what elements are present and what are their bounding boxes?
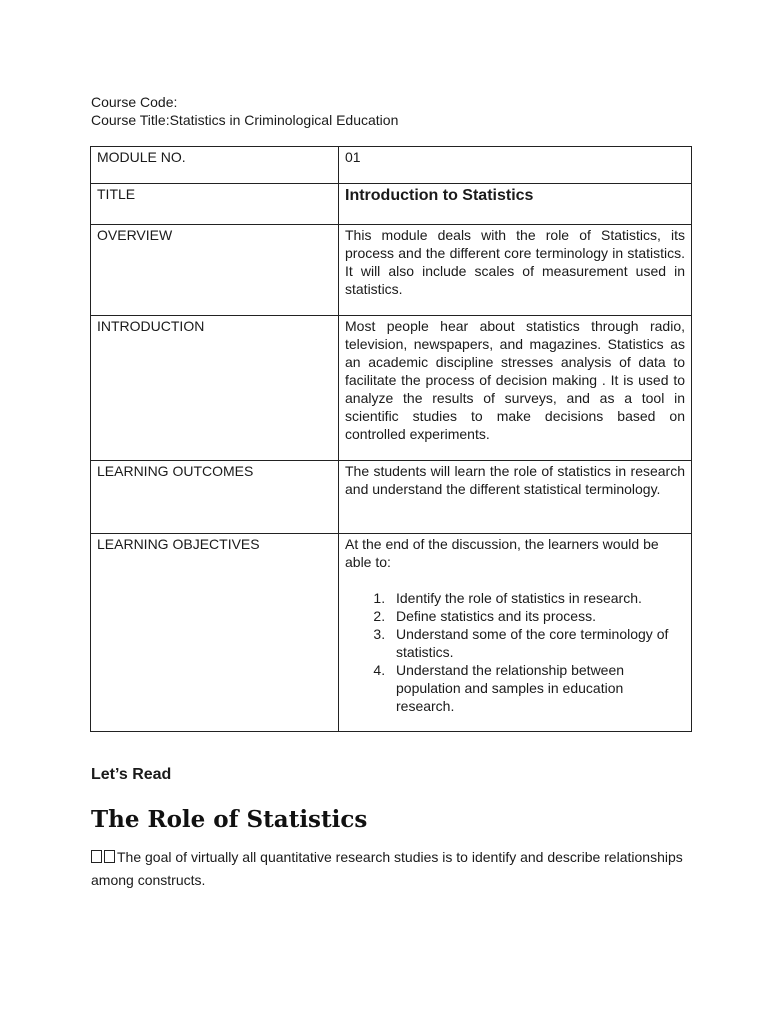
learning-objectives-list xyxy=(345,589,685,715)
overview-label: OVERVIEW xyxy=(91,225,339,316)
introduction-value: Most people hear about statistics through radio, television, newspapers, and magazines. Statistics as an academic discipline stresses analysis of data to facilitate the process of decision making . It is used to analyze the results of surveys, and as a tool in scientific studies to make decisions based on controlled experiments. xyxy=(339,316,692,461)
table-row-module-no xyxy=(91,147,692,184)
overview-value: This module deals with the role of Statistics, its process and the different core terminology in statistics. It will also include scales of measurement used in statistics. xyxy=(339,225,692,316)
paragraph-text: The goal of virtually all quantitative research studies is to identify and describe relationships among constructs. xyxy=(91,849,683,888)
module-no-value: 01 xyxy=(339,147,692,184)
learning-outcomes-label: LEARNING OUTCOMES xyxy=(91,461,339,534)
table-row-introduction xyxy=(91,316,692,461)
introduction-label: INTRODUCTION xyxy=(91,316,339,461)
list-item: 2. Define statistics and its process. xyxy=(389,607,685,625)
learning-objectives-intro: At the end of the discussion, the learners would be able to: xyxy=(345,536,659,570)
title-label: TITLE xyxy=(91,184,339,225)
list-item: 4. Understand the relationship between population and samples in education research. xyxy=(389,661,685,715)
module-table xyxy=(90,146,692,732)
table-row-learning-outcomes xyxy=(91,461,692,534)
section-heading: The Role of Statistics xyxy=(91,806,368,833)
learning-objectives-cell xyxy=(339,534,692,732)
table-row-learning-objectives xyxy=(91,534,692,732)
course-title xyxy=(91,112,398,130)
list-item: 3. Understand some of the core terminology of statistics. xyxy=(389,625,685,661)
section-paragraph xyxy=(91,846,691,891)
learning-outcomes-value: The students will learn the role of statistics in research and understand the different statistical terminology. xyxy=(339,461,692,534)
course-code xyxy=(91,94,398,112)
module-no-label: MODULE NO. xyxy=(91,147,339,184)
learning-objectives-label: LEARNING OBJECTIVES xyxy=(91,534,339,732)
course-title-value: Statistics in Criminological Education xyxy=(169,111,399,128)
missing-glyph-icon xyxy=(91,847,117,869)
module-title-value: Introduction to Statistics xyxy=(345,187,534,204)
title-value-cell xyxy=(339,184,692,225)
table-row-overview xyxy=(91,225,692,316)
course-title-label: Course Title: xyxy=(91,111,170,128)
lets-read-heading: Let’s Read xyxy=(91,766,172,783)
list-item: 1. Identify the role of statistics in research. xyxy=(389,589,685,607)
course-header xyxy=(91,94,398,129)
course-code-label: Course Code: xyxy=(91,94,178,110)
table-row-title xyxy=(91,184,692,225)
